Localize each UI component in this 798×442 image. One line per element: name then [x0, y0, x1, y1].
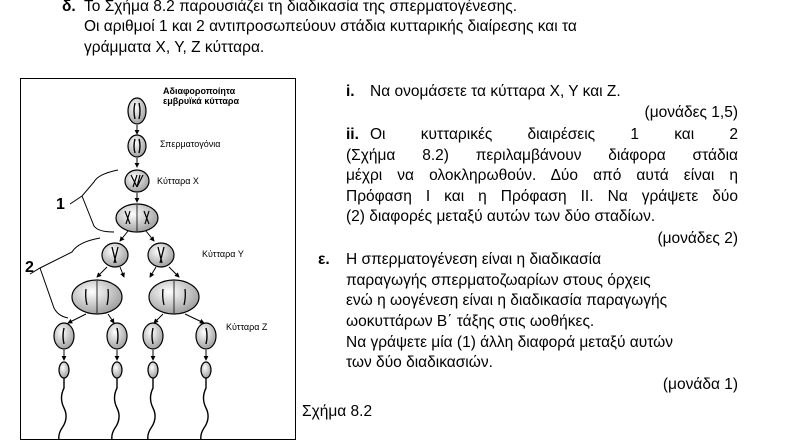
figure-drawing — [20, 78, 296, 440]
question-e-line-1: Η σπερματογένεση είναι η διαδικασία — [346, 251, 602, 268]
cell-x — [125, 170, 149, 192]
question-ii-marker: ii. — [346, 126, 359, 143]
question-ii-line-2: (Σχήμα 8.2) περιλαμβάνουν διάφορα στάδια — [346, 147, 738, 164]
dividing-cell-2-left — [72, 280, 122, 314]
question-ii-marks: (μονάδες 2) — [657, 230, 738, 247]
stage-1-number: 1 — [56, 196, 65, 213]
header-line-2: Οι αριθμοί 1 και 2 αντιπροσωπεύουν στάδια κυτταρικής διαίρεσης και τα — [84, 18, 577, 35]
label-cell-x: Κύτταρα X — [157, 176, 199, 186]
header-line-3: γράμματα X, Y, Z κύτταρα. — [84, 39, 265, 56]
sperm-3 — [148, 362, 158, 440]
question-i-marker: i. — [346, 83, 355, 100]
question-e-line-6: των δύο διαδικασιών. — [346, 354, 493, 371]
label-undifferentiated-1: Αδιαφοροποίητα — [163, 86, 236, 96]
stage-1-bracket — [70, 170, 118, 232]
cell-y-left — [102, 243, 128, 267]
label-cell-z: Κύτταρα Z — [226, 322, 268, 332]
cell-z-4 — [196, 323, 216, 349]
undifferentiated-cell — [128, 98, 146, 124]
question-e-marks: (μονάδα 1) — [662, 376, 738, 393]
label-cell-y: Κύτταρα Y — [202, 249, 244, 259]
question-e-line-4: ωοκυττάρων Β΄ τάξης στις ωοθήκες. — [346, 313, 595, 330]
spermatogonium-cell — [128, 135, 146, 157]
question-e-line-5: Να γράψετε μία (1) άλλη διαφορά μεταξύ αυτών — [346, 334, 673, 351]
question-letter-d: δ. — [62, 0, 76, 15]
question-i-text: Να ονομάσετε τα κύτταρα X, Y και Z. — [370, 83, 621, 100]
question-e-line-3: ενώ η ωογένεση είναι η διαδικασία παραγωγής — [346, 292, 668, 309]
spermatogenesis-figure — [20, 78, 296, 440]
sperm-4 — [201, 362, 211, 440]
question-ii-line-3: μέχρι να ολοκληρωθούν. Δύο από αυτά είναι η — [346, 167, 738, 184]
dividing-cell-1 — [116, 204, 158, 232]
cell-z-1 — [54, 323, 74, 349]
question-e-marker: ε. — [318, 251, 330, 268]
question-e-line-2: παραγωγής σπερματοζωαρίων στους όρχεις — [346, 272, 651, 289]
cell-z-2 — [107, 323, 127, 349]
sperm-2 — [112, 362, 122, 440]
question-ii-line-4: Πρόφαση Ι και η Πρόφαση ΙΙ. Να γράψετε δύο — [346, 188, 738, 205]
cell-y-right — [148, 243, 174, 267]
stage-2-number: 2 — [25, 259, 34, 276]
sperm-1 — [59, 362, 69, 440]
figure-caption: Σχήμα 8.2 — [302, 403, 373, 420]
label-undifferentiated-2: εμβρυϊκά κύτταρα — [163, 96, 240, 106]
dividing-cell-2-right — [149, 280, 199, 314]
question-ii-line-1: Οι κυτταρικές διαιρέσεις 1 και 2 — [370, 126, 738, 143]
label-spermatogonia: Σπερματογόνια — [160, 139, 221, 149]
question-i-marks: (μονάδες 1,5) — [644, 104, 738, 121]
cell-z-3 — [143, 323, 163, 349]
header-line-1: Το Σχήμα 8.2 παρουσιάζει τη διαδικασία της σπερματογένεσης. — [84, 0, 518, 15]
question-ii-line-5: (2) διαφορές μεταξύ αυτών των δύο σταδίων. — [346, 208, 656, 225]
